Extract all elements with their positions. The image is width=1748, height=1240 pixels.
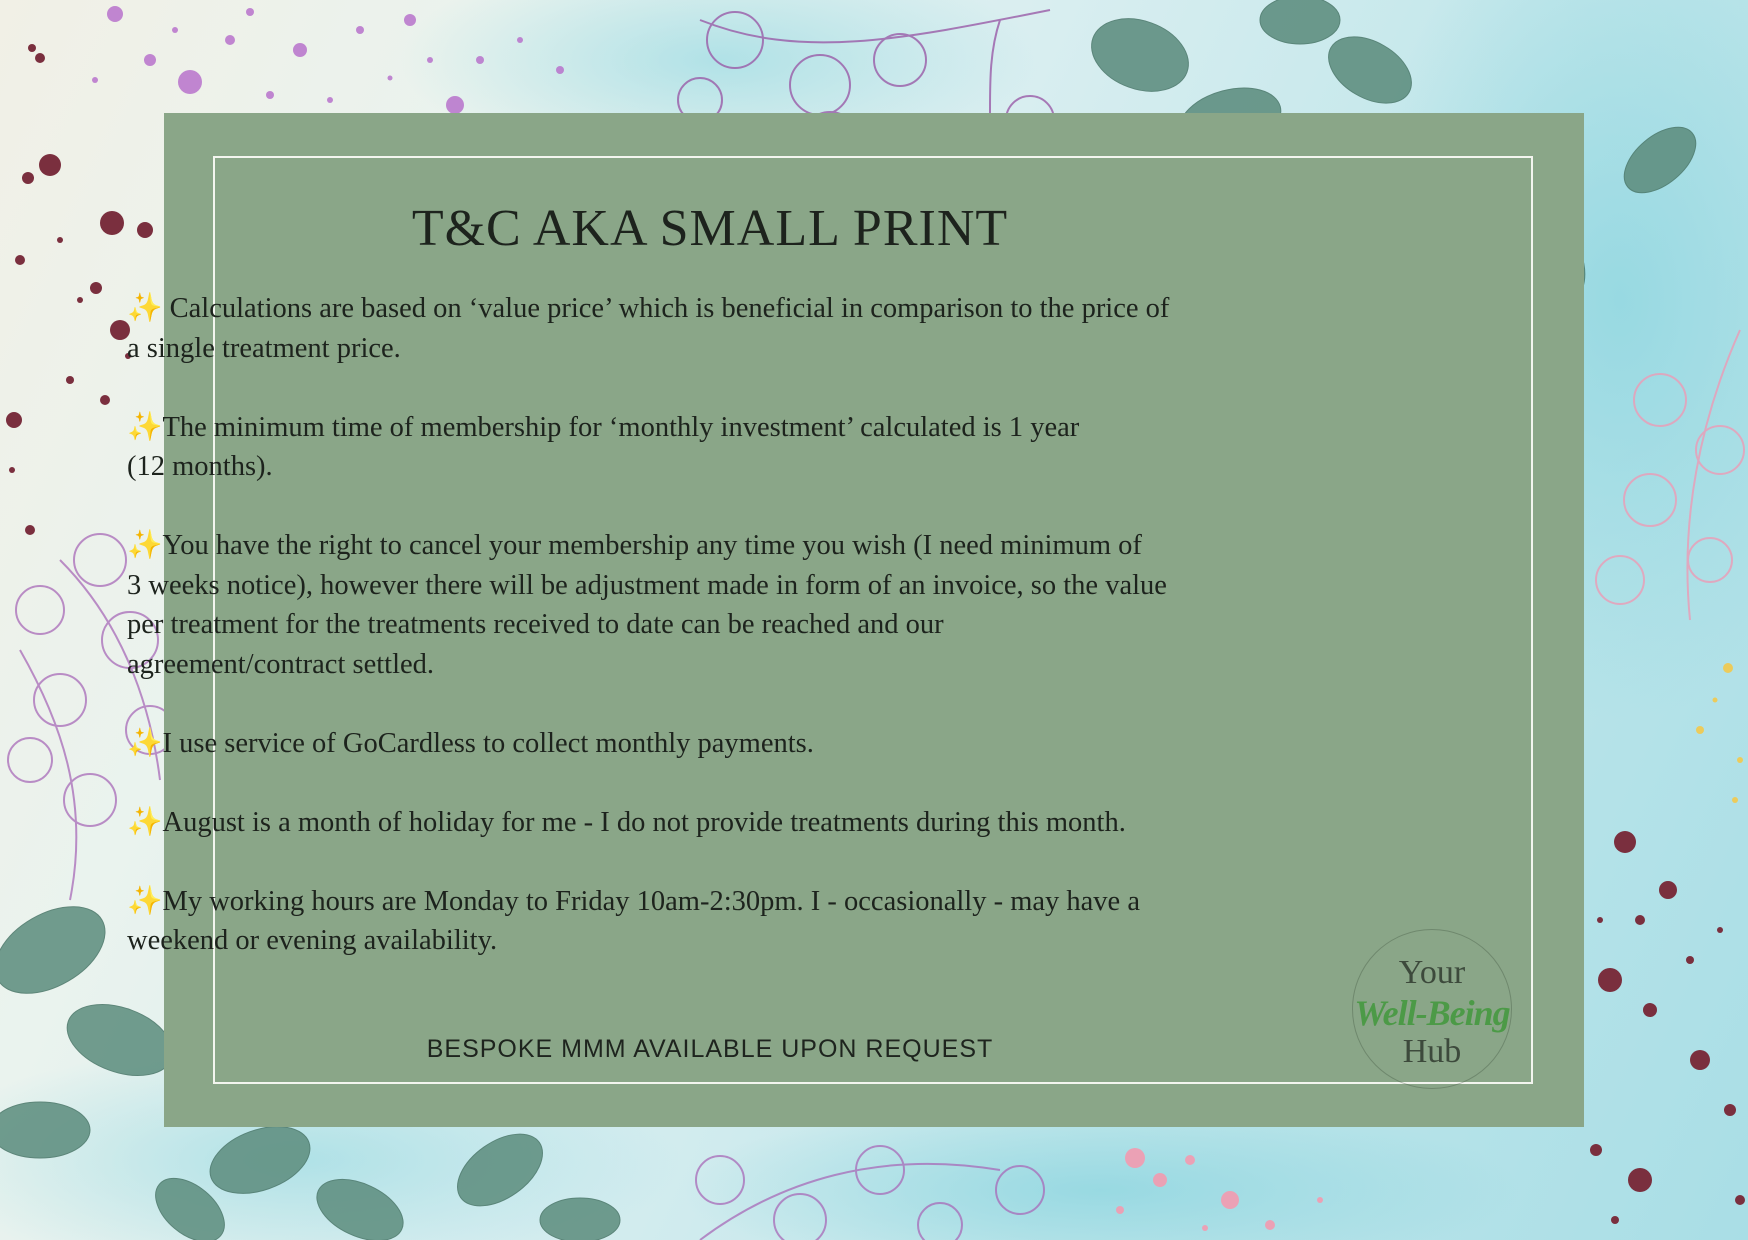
term-text: You have the right to cancel your membership any time you wish (I need minimum of 3 weeks notice), however there will be adjustment made in form of an invoice, so the value per treatment for the treatments received to date can be reached and our agreement/contract settled. — [127, 530, 1167, 680]
term-text: I use service of GoCardless to collect monthly payments. — [162, 727, 814, 759]
term-text: August is a month of holiday for me - I do not provide treatments during this month. — [162, 806, 1126, 838]
sparkles-icon: ✨ — [127, 806, 163, 838]
term-item — [127, 526, 1427, 684]
sparkles-icon: ✨ — [127, 727, 163, 759]
logo-line-hub: Hub — [1402, 1033, 1462, 1070]
term-text: The minimum time of membership for ‘monthly investment’ calculated is 1 year (12 months). — [127, 411, 1080, 482]
term-item — [127, 882, 1427, 961]
maroon-splatter-right — [1576, 831, 1745, 1224]
sparkles-icon: ✨ — [127, 530, 163, 561]
sparkles-icon: ✨ — [127, 293, 170, 324]
term-item — [127, 803, 1427, 843]
term-text: My working hours are Monday to Friday 10am-2:30pm. I - occasionally - may have a weekend or evening availability. — [127, 885, 1140, 956]
sparkles-icon: ✨ — [127, 885, 163, 917]
logo-line-your: Your — [1398, 954, 1466, 991]
logo-line-well-being: Well-Being — [1354, 993, 1510, 1033]
bespoke-note: BESPOKE MMM AVAILABLE UPON REQUEST — [426, 1035, 994, 1063]
term-item — [127, 408, 1427, 487]
sparkles-icon: ✨ — [127, 411, 163, 443]
term-item — [127, 724, 1427, 764]
page-title: T&C AKA SMALL PRINT — [411, 200, 1009, 257]
term-item — [127, 289, 1427, 368]
term-text: Calculations are based on ‘value price’ which is beneficial in comparison to the price of a single treatment price. — [127, 293, 1170, 364]
terms-list — [127, 289, 1427, 1000]
